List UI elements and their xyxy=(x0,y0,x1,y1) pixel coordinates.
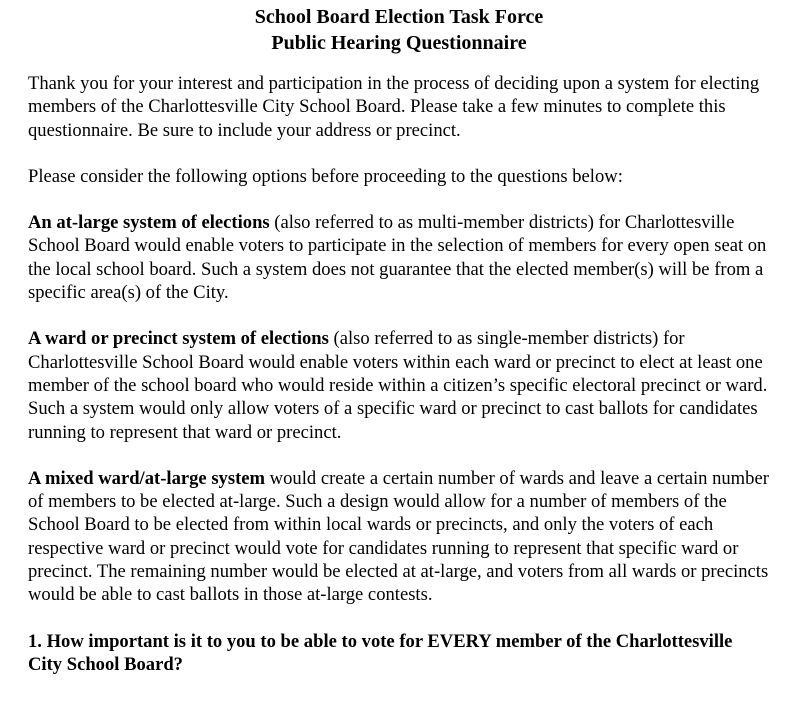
option-at-large-heading: An at-large system of elections xyxy=(28,212,270,234)
option-ward-heading: A ward or precinct system of elections xyxy=(28,328,329,350)
intro-paragraph: Thank you for your interest and participation in the process of deciding upon a system for electing members of the Charlottesville City School Board. Please take a few minutes to complete this questionnaire. Be sure to include your address or precinct. xyxy=(28,73,760,141)
option-at-large-text: (also referred to as multi-member districts) for Charlottesville School Board would enable voters to participate in the selection of members for every open seat on the local school board. Such a system does not guarantee that the elected member(s) will be from a specific area(s) of the City. xyxy=(28,212,767,304)
option-mixed-heading: A mixed ward/at-large system xyxy=(28,467,266,489)
consider-paragraph: Please consider the following options before proceeding to the questions below: xyxy=(28,165,623,187)
option-ward-text: (also referred to as single-member districts) for Charlottesville School Board would enable voters within each ward or precinct to elect at least one member of the school board who would reside within a citizen’s specific electoral precinct or ward. Such a system would only allow voters of a specific ward or precinct to cast ballots for candidates running to represent that ward or precinct. xyxy=(28,328,768,443)
document-title: School Board Election Task Force xyxy=(254,6,544,28)
option-ward xyxy=(28,327,770,443)
option-at-large xyxy=(28,211,770,304)
document-header xyxy=(28,4,770,56)
option-mixed-text: would create a certain number of wards and leave a certain number of members to be elected at-large. Such a design would allow for a number of members of the School Board to be elected from within local wards or precincts, and only the voters of each respective ward or precinct would vote for candidates running to represent that specific ward or precinct. The remaining number would be elected at at-large, and voters from all wards or precincts would be able to cast ballots in those at-large contests. xyxy=(28,467,769,606)
option-mixed xyxy=(28,467,770,607)
question-1: 1. How important is it to you to be able to vote for EVERY member of the Charlottesville City School Board? xyxy=(28,630,733,675)
document-subtitle: Public Hearing Questionnaire xyxy=(271,32,527,54)
